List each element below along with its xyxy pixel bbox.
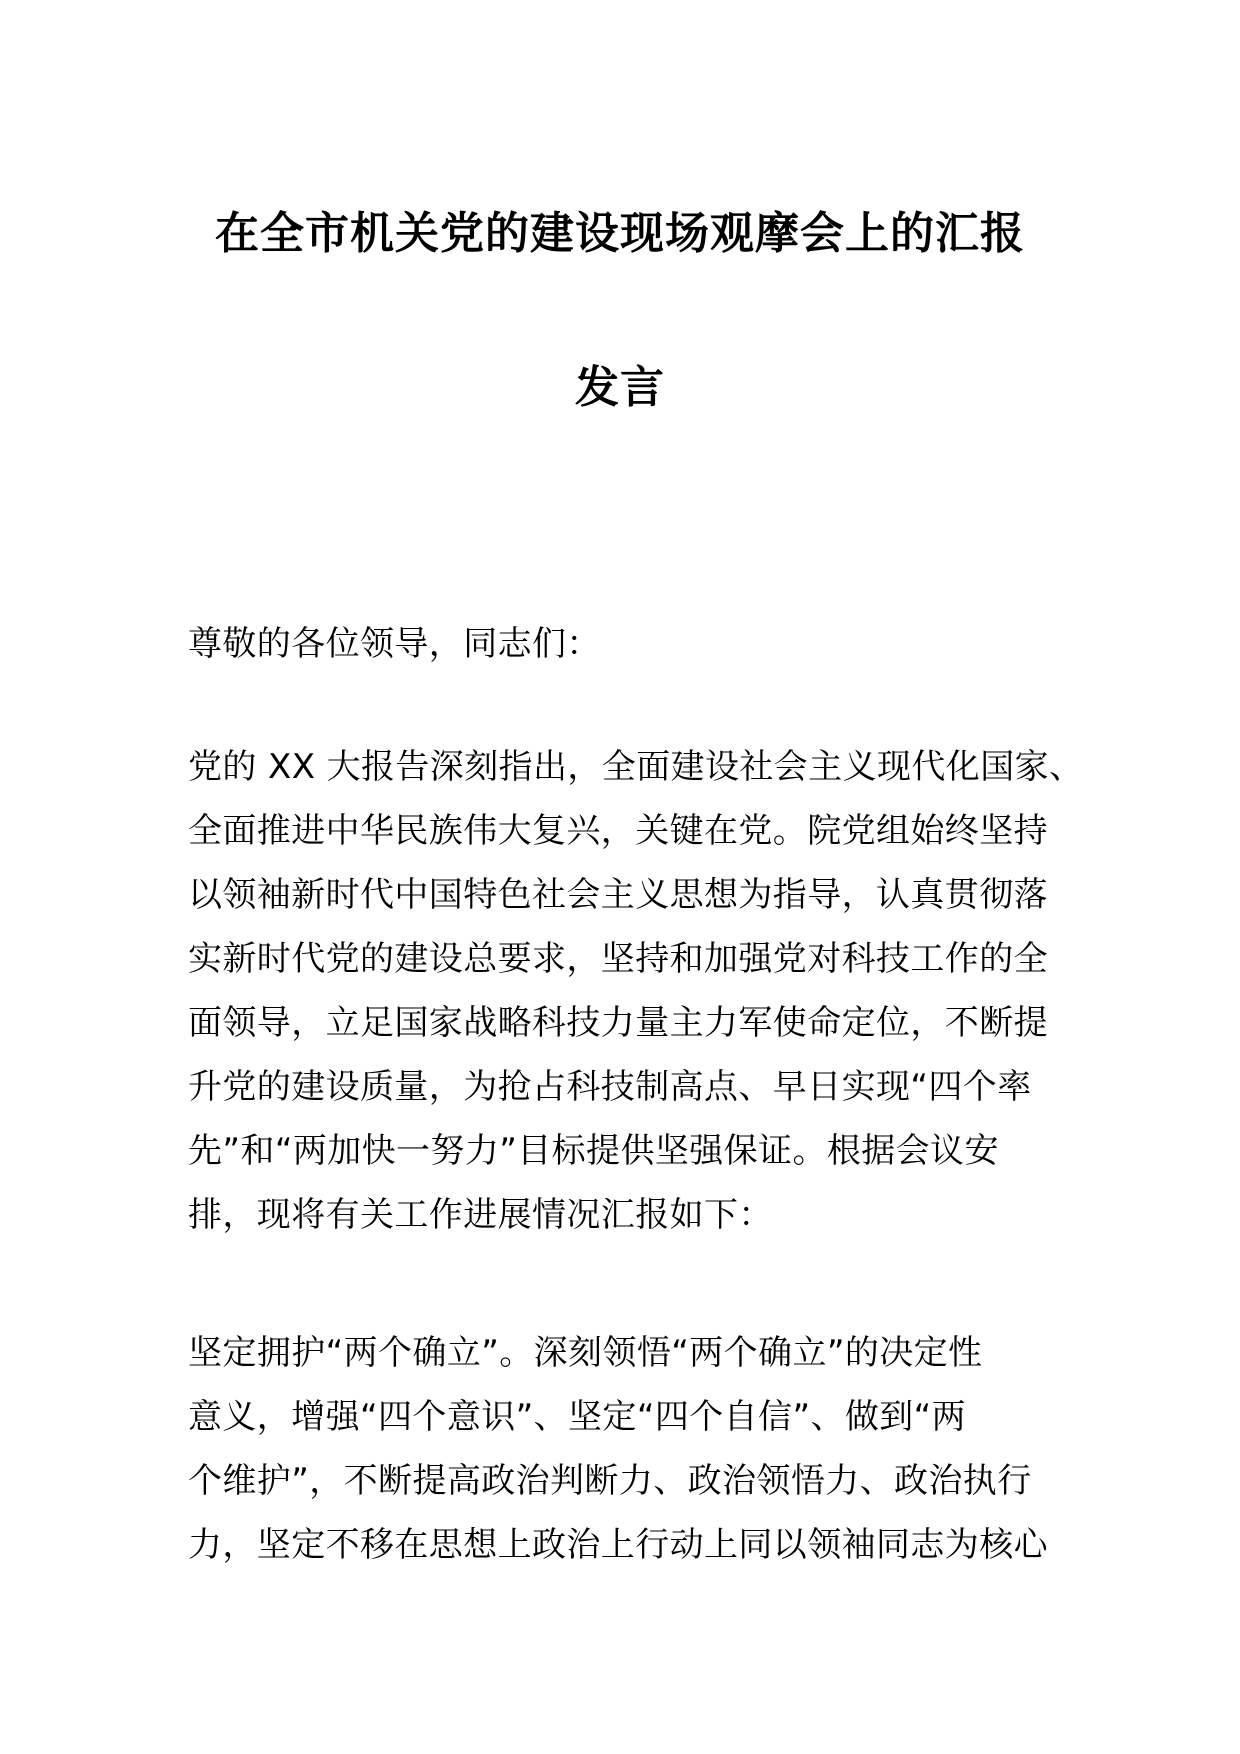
paragraph-line: 全面推进中华民族伟大复兴，关键在党。院党组始终坚持 [188,811,1048,851]
paragraph-line: 升党的建设质量，为抢占科技制高点、早日实现“四个率 [188,1067,1032,1107]
document-title-line-1: 在全市机关党的建设现场观摩会上的汇报 [215,208,1025,259]
paragraph-line: 先”和“两加快一努力”目标提供坚强保证。根据会议安 [188,1131,999,1171]
paragraph-line: 实新时代党的建设总要求，坚持和加强党对科技工作的全 [188,939,1048,979]
paragraph-line: 排，现将有关工作进展情况汇报如下： [188,1195,773,1235]
paragraph-line: 个维护”，不断提高政治判断力、政治领悟力、政治执行 [188,1461,1032,1501]
paragraph-line: 以领袖新时代中国特色社会主义思想为指导，认真贯彻落 [188,875,1048,915]
paragraph-line: 力，坚定不移在思想上政治上行动上同以领袖同志为核心 [188,1525,1048,1565]
salutation: 尊敬的各位领导，同志们： [188,624,601,664]
paragraph-line: 面领导，立足国家战略科技力量主力军使命定位，不断提 [188,1003,1048,1043]
paragraph-line: 坚定拥护“两个确立”。深刻领悟“两个确立”的决定性 [188,1333,983,1373]
document-title-line-2: 发言 [575,362,665,413]
paragraph-line: 意义，增强“四个意识”、坚定“四个自信”、做到“两 [188,1397,967,1437]
paragraph-intro [188,735,1084,1247]
paragraph-line: 党的 XX 大报告深刻指出，全面建设社会主义现代化国家、 [188,747,1084,787]
paragraph-two-establishments [188,1321,1052,1577]
